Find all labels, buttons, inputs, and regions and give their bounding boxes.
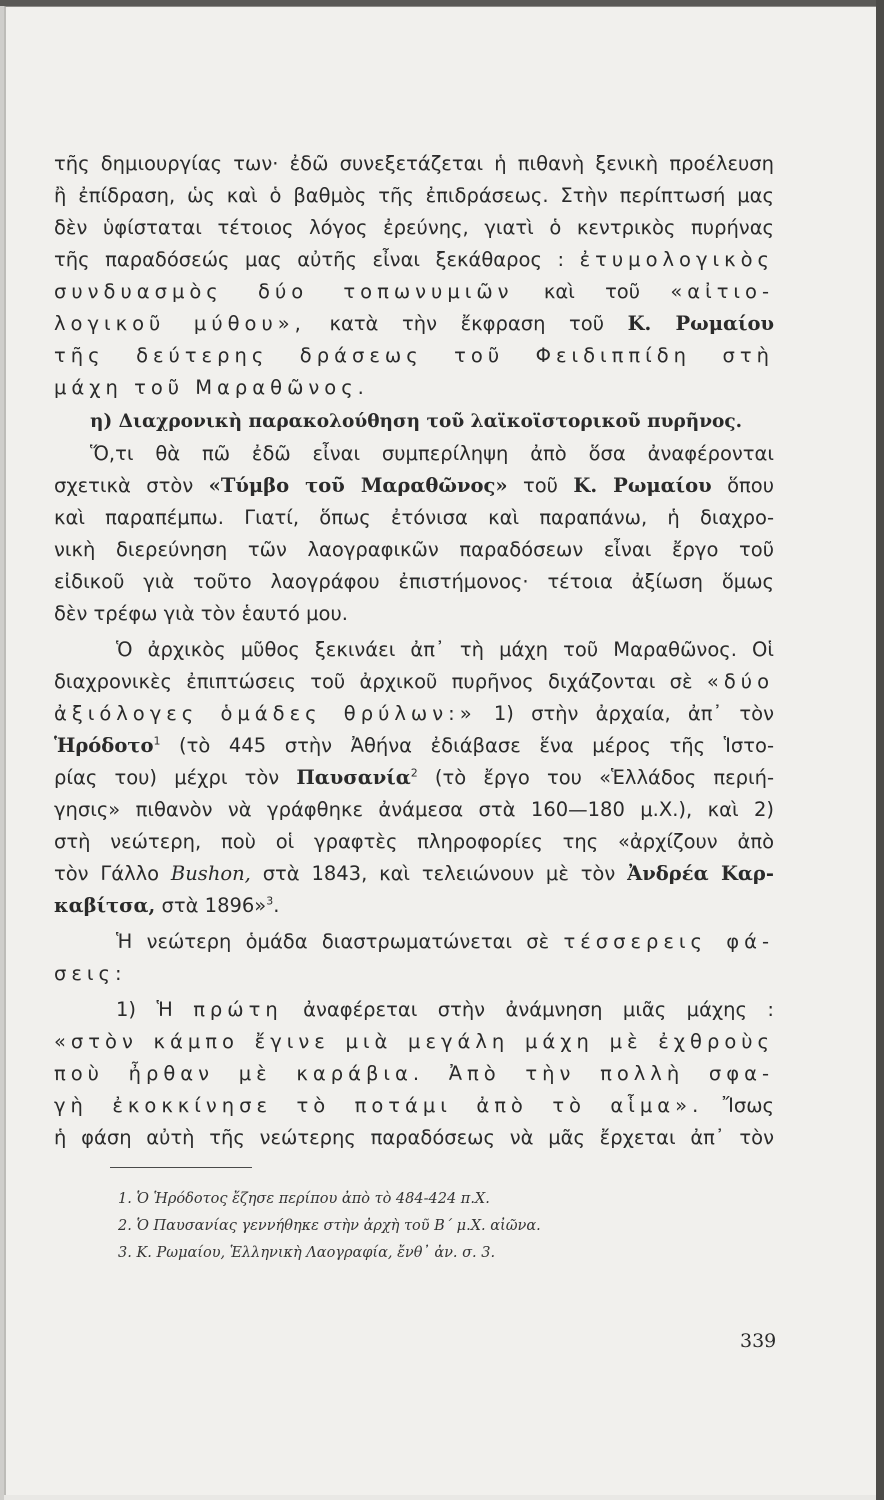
spaced-emphasis: «δύο (706, 670, 774, 693)
text-line: «στὸν κάμπο ἔγινε μιὰ μεγάλη μάχη μὲ ἐχθροὺς (54, 1030, 774, 1053)
text-line (54, 892, 774, 920)
footnote-rule (110, 1167, 252, 1168)
footnote-ref: 2 (410, 766, 418, 780)
text-line (54, 668, 774, 696)
text-span: (τὸ ἔργο του «Ἑλλάδος περιή- (434, 766, 774, 789)
text-span: στὰ 1896» (161, 894, 267, 917)
text-span: Ἴσως (722, 1094, 774, 1117)
spaced-emphasis: λογικοῦ μύθου», (54, 312, 306, 335)
text-line (116, 928, 774, 956)
text-span: . (273, 894, 280, 917)
text-line: Ὅ,τι θὰ πῶ ἐδῶ εἶναι συμπερίληψη ἀπὸ ὅσα ἀναφέρονται (90, 442, 774, 465)
author-name: Κ. Ρωμαίου (573, 474, 712, 497)
author-name: Ἡρόδοτο (54, 734, 154, 757)
text-span: ὅπου (727, 474, 774, 497)
text-span: 1) Ἡ (116, 998, 173, 1021)
section-heading: η) Διαχρονικὴ παρακολούθηση τοῦ λαϊκοϊστορικοῦ πυρῆνος. (90, 411, 743, 432)
spaced-emphasis: ἐτυμολογικὸς (579, 248, 774, 271)
text-line: καὶ παραπέμπω. Γιατί, ὅπως ἐτόνισα καὶ παραπάνω, ἡ διαχρο- (54, 506, 774, 529)
footnote: 2. Ὁ Παυσανίας γεννήθηκε στὴν ἀρχὴ τοῦ Β´ μ.Χ. αἰῶνα. (118, 1218, 541, 1234)
author-name: Bushon, (170, 862, 251, 885)
text-line (54, 472, 774, 500)
text-span: σχετικὰ στὸν (54, 474, 194, 497)
text-span: 1) στὴν ἀρχαία, ἀπ᾿ τὸν (493, 702, 774, 725)
spaced-emphasis: γὴ ἐκοκκίνησε τὸ ποτάμι ἀπὸ τὸ αἷμα». (54, 1094, 704, 1117)
spaced-emphasis: συνδυασμὸς δύο τοπωνυμιῶν (54, 280, 514, 303)
text-line: εἰδικοῦ γιὰ τοῦτο λαογράφου ἐπιστήμονος· τέτοια ἀξίωση ὅμως (54, 570, 774, 593)
text-line: ἡ φάση αὐτὴ τῆς νεώτερης παραδόσεως νὰ μᾶς ἔρχεται ἀπ᾿ τὸν (54, 1126, 774, 1149)
scan-top-edge (0, 0, 884, 6)
text-line: νικὴ διερεύνηση τῶν λαογραφικῶν παραδόσεων εἶναι ἔργο τοῦ (54, 538, 774, 561)
text-line: ποὺ ἦρθαν μὲ καράβια. Ἀπὸ τὴν πολλὴ σφα- (54, 1062, 774, 1085)
work-title: «Τύμβο τοῦ Μαραθῶνος» (208, 474, 508, 497)
text-line (54, 1092, 774, 1120)
spaced-emphasis: «αἰτιο- (670, 280, 775, 303)
text-line (54, 732, 774, 760)
text-line (54, 310, 774, 338)
text-line: τῆς δημιουργίας των· ἐδῶ συνεξετάζεται ἡ πιθανὴ ξενικὴ προέλευση (54, 152, 774, 175)
text-line: δὲν τρέφω γιὰ τὸν ἑαυτό μου. (54, 602, 348, 625)
text-span: κατὰ τὴν ἔκφραση τοῦ (329, 312, 604, 335)
footnote: 3. Κ. Ρωμαίου, Ἑλληνικὴ Λαογραφία, ἔνθ᾿ ἀν. σ. 3. (118, 1245, 496, 1261)
author-name: Παυσανία (296, 766, 411, 789)
text-line (54, 278, 774, 306)
text-span: ρίας του) μέχρι τὸν (54, 766, 280, 789)
text-line: μάχη τοῦ Μαραθῶνος. (54, 376, 369, 399)
footnote-ref: 1 (153, 734, 161, 748)
author-name: Ἀνδρέα Καρ- (627, 862, 774, 885)
spaced-emphasis: ἀξιόλογες ὁμάδες θρύλων:» (54, 702, 477, 725)
text-line (54, 246, 774, 274)
text-span: τοῦ (523, 474, 558, 497)
text-span: στὰ 1843, καὶ τελειώνουν μὲ τὸν (262, 862, 616, 885)
text-span: Ἡ νεώτερη ὁμάδα διαστρωματώνεται σὲ (116, 930, 550, 953)
footnote-ref: 3 (266, 894, 274, 908)
text-line (54, 764, 774, 792)
text-span: ἀναφέρεται στὴν ἀνάμνηση μιᾶς μάχης : (303, 998, 774, 1021)
text-span: τὸν Γάλλο (54, 862, 160, 885)
text-line: τῆς δεύτερης δράσεως τοῦ Φειδιππίδη στὴ (54, 344, 774, 367)
spaced-emphasis: πρώτη (193, 998, 283, 1021)
text-line: γησις» πιθανὸν νὰ γράφθηκε ἀνάμεσα στὰ 160—180 μ.Χ.), καὶ 2) (54, 798, 774, 821)
text-span: (τὸ 445 στὴν Ἀθήνα ἐδιάβασε ἕνα μέρος τῆς Ἱστο- (179, 734, 774, 757)
text-line: στὴ νεώτερη, ποὺ οἱ γραφτὲς πληροφορίες της «ἀρχίζουν ἀπὸ (54, 830, 774, 853)
author-name: Κ. Ρωμαίου (627, 312, 774, 335)
text-span: διαχρονικὲς ἐπιπτώσεις τοῦ ἀρχικοῦ πυρῆνος διχάζονται σὲ (54, 670, 693, 693)
text-line (54, 700, 774, 728)
author-name: καβίτσα, (54, 894, 156, 917)
text-line: δὲν ὑφίσταται τέτοιος λόγος ἐρεύνης, γιατὶ ὁ κεντρικὸς πυρήνας (54, 216, 774, 239)
text-span: καὶ τοῦ (543, 280, 641, 303)
text-line: σεις: (54, 962, 127, 985)
text-span: τῆς παραδόσεώς μας αὐτῆς εἶναι ξεκάθαρος : (54, 248, 565, 271)
text-line: Ὁ ἀρχικὸς μῦθος ξεκινάει ἀπ᾿ τὴ μάχη τοῦ Μαραθῶνος. Οἱ (116, 638, 774, 661)
scan-right-edge (876, 0, 884, 1500)
page-number: 339 (740, 1330, 777, 1352)
text-line (116, 996, 774, 1024)
spaced-emphasis: τέσσερεις φά- (563, 930, 774, 953)
footnote: 1. Ὁ Ἡρόδοτος ἔζησε περίπου ἀπὸ τὸ 484-424 π.Χ. (118, 1191, 490, 1207)
text-line (54, 860, 774, 888)
text-line: ἢ ἐπίδραση, ὡς καὶ ὁ βαθμὸς τῆς ἐπιδράσεως. Στὴν περίπτωσή μας (54, 184, 774, 207)
